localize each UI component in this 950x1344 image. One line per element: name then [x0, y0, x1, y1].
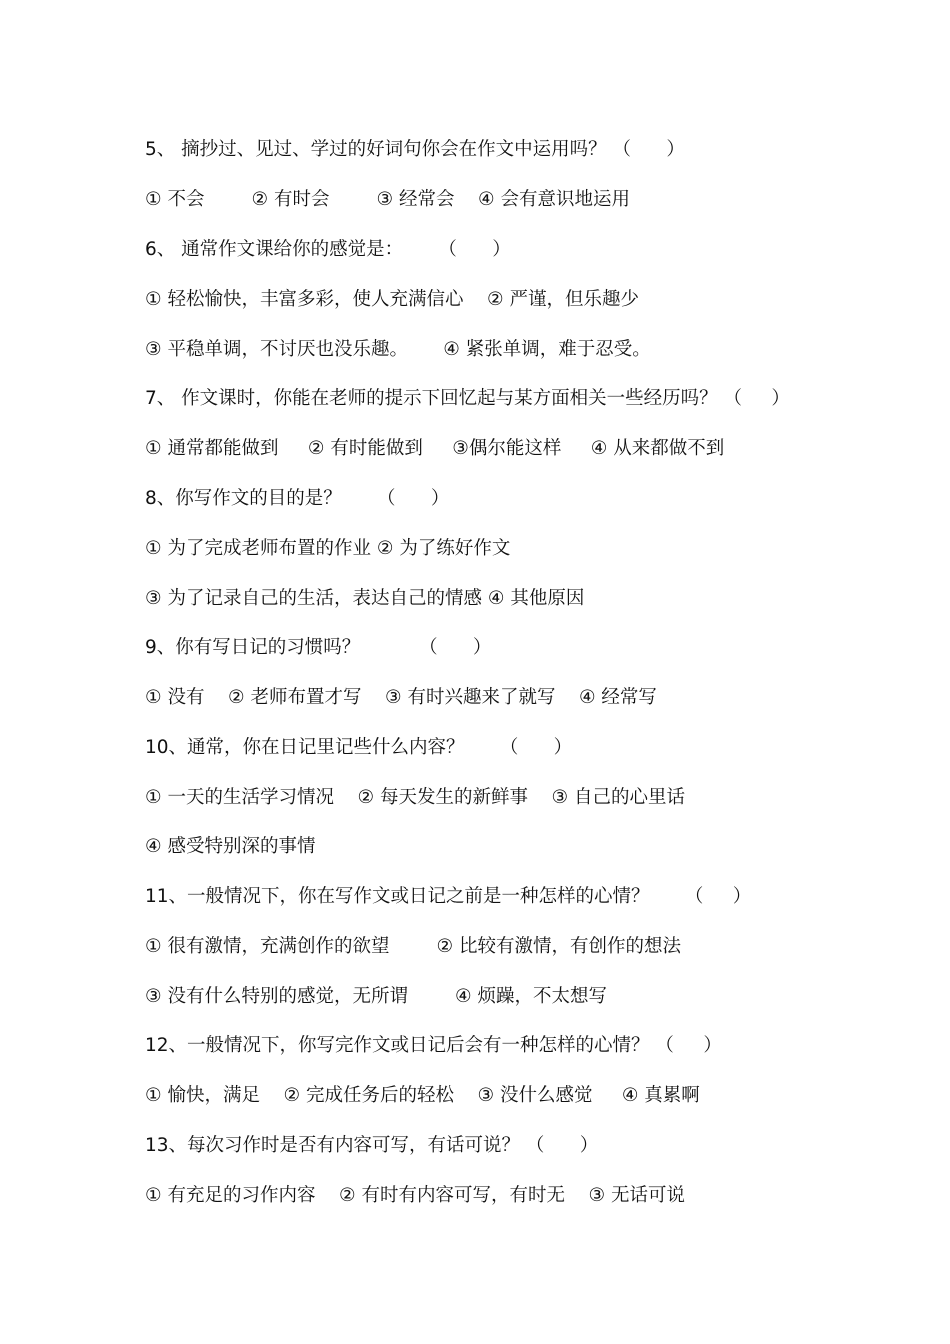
question-6-options-line-2: ③ 平稳单调，不讨厌也没乐趣。 ④ 紧张单调，难于忍受。	[145, 339, 651, 360]
question-7: 7、 作文课时，你能在老师的提示下回忆起与某方面相关一些经历吗？ （ ）	[145, 388, 790, 409]
question-6: 6、 通常作文课给你的感觉是： （ ）	[145, 239, 511, 260]
question-10-options-line-1: ① 一天的生活学习情况 ② 每天发生的新鲜事 ③ 自己的心里话	[145, 787, 685, 808]
question-12: 12、一般情况下，你写完作文或日记后会有一种怎样的心情？ （ ）	[145, 1035, 722, 1056]
question-11: 11、一般情况下，你在写作文或日记之前是一种怎样的心情？ （ ）	[145, 886, 752, 907]
question-11-options-line-1: ① 很有激情，充满创作的欲望 ② 比较有激情，有创作的想法	[145, 936, 681, 957]
question-8-options-line-2: ③ 为了记录自己的生活，表达自己的情感 ④ 其他原因	[145, 588, 585, 609]
question-9-options: ① 没有 ② 老师布置才写 ③ 有时兴趣来了就写 ④ 经常写	[145, 687, 657, 708]
question-5: 5、 摘抄过、见过、学过的好词句你会在作文中运用吗？ （ ）	[145, 139, 685, 160]
question-11-options-line-2: ③ 没有什么特别的感觉，无所谓 ④ 烦躁，不太想写	[145, 986, 607, 1007]
question-13: 13、每次习作时是否有内容可写，有话可说？ （ ）	[145, 1135, 599, 1156]
question-10: 10、通常，你在日记里记些什么内容？ （ ）	[145, 737, 573, 758]
question-10-options-line-2: ④ 感受特别深的事情	[145, 836, 316, 857]
question-8-options-line-1: ① 为了完成老师布置的作业 ② 为了练好作文	[145, 538, 511, 559]
question-8: 8、你写作文的目的是？ （ ）	[145, 488, 450, 509]
question-7-options: ① 通常都能做到 ② 有时能做到 ③偶尔能这样 ④ 从来都做不到	[145, 438, 725, 459]
question-13-options: ① 有充足的习作内容 ② 有时有内容可写，有时无 ③ 无话可说	[145, 1185, 685, 1206]
question-6-options-line-1: ① 轻松愉快，丰富多彩，使人充满信心 ② 严谨，但乐趣少	[145, 289, 639, 310]
question-5-options: ① 不会 ② 有时会 ③ 经常会 ④ 会有意识地运用	[145, 189, 630, 210]
question-12-options: ① 愉快，满足 ② 完成任务后的轻松 ③ 没什么感觉 ④ 真累啊	[145, 1085, 700, 1106]
question-9: 9、你有写日记的习惯吗？ （ ）	[145, 637, 492, 658]
